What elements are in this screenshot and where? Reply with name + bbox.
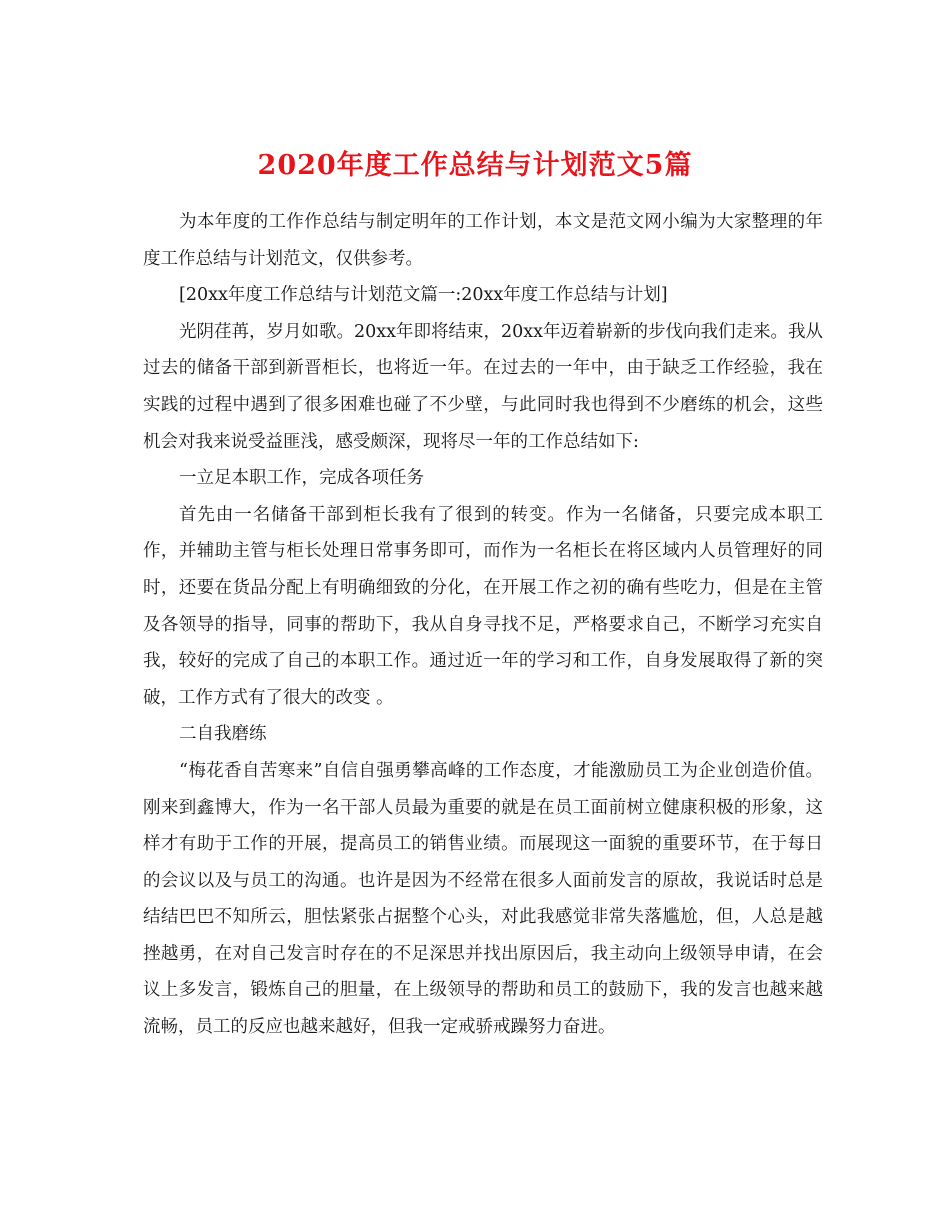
section-header-paragraph: [20xx年度工作总结与计划范文篇一:20xx年度工作总结与计划] xyxy=(179,285,668,306)
document-title: 2020年度工作总结与计划范文5篇 xyxy=(257,150,693,182)
heading-two: 二自我磨练 xyxy=(179,724,267,745)
paragraph-two: “梅花香自苦寒来”自信自强勇攀高峰的工作态度，才能激励员工为企业创造价值。刚来到鑫博大，作为一名干部人员最为重要的就是在员工面前树立健康积极的形象，这样才有助于工作的开展，提高员工的销售业绩。而展现这一面貌的重要环节，在于每日的会议以及与员工的沟通。也许是因为不经常在很多人面前发言的原故，我说话时总是结结巴巴不知所云，胆怯紧张占据整个心头，对此我感觉非常失落尴尬，但，人总是越挫越勇，在对自己发言时存在的不足深思并找出原因后，我主动向上级领导申请，在会议上多发言，锻炼自己的胆量，在上级领导的帮助和员工的鼓励下，我的发言也越来越流畅，员工的反应也越来越好，但我一定戒骄戒躁努力奋进。 xyxy=(143,760,823,1038)
heading-one: 一立足本职工作，完成各项任务 xyxy=(179,468,424,489)
paragraph-one: 首先由一名储备干部到柜长我有了很到的转变。作为一名储备，只要完成本职工作，并辅助主管与柜长处理日常事务即可，而作为一名柜长在将区域内人员管理好的同时，还要在货品分配上有明确细致的分化，在开展工作之初的确有些吃力，但是在主管及各领导的指导，同事的帮助下，我从自身寻找不足，严格要求自己，不断学习充实自我，较好的完成了自己的本职工作。通过近一年的学习和工作，自身发展取得了新的突破，工作方式有了很大的改变 。 xyxy=(143,504,823,708)
opening-paragraph: 光阴荏苒，岁月如歌。20xx年即将结束，20xx年迈着崭新的步伐向我们走来。我从过去的储备干部到新晋柜长，也将近一年。在过去的一年中，由于缺乏工作经验，我在实践的过程中遇到了很多困难也碰了不少壁，与此同时我也得到不少磨练的机会，这些机会对我来说受益匪浅，感受颇深，现将尽一年的工作总结如下: xyxy=(143,321,824,452)
intro-paragraph: 为本年度的工作作总结与制定明年的工作计划，本文是范文网小编为大家整理的年度工作总结与计划范文，仅供参考。 xyxy=(143,212,823,269)
document-body xyxy=(143,204,823,1046)
